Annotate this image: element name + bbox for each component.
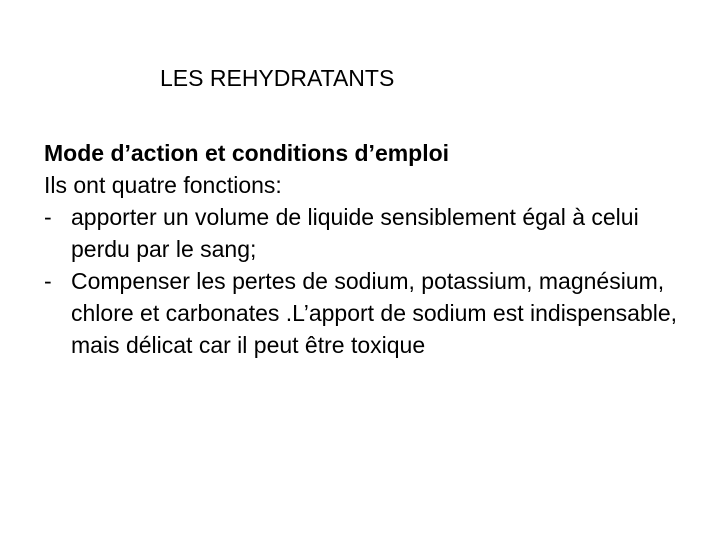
bullet-dash: - xyxy=(44,204,52,230)
intro-text: Ils ont quatre fonctions: xyxy=(44,172,282,198)
bullet-text: Compenser les pertes de sodium, potassium, magnésium, chlore et carbonates .L’apport de sodium est indispensable, mais délicat car il peut être toxique xyxy=(71,268,678,358)
section-heading: Mode d’action et conditions d’emploi xyxy=(44,140,450,166)
bullet-item xyxy=(44,201,684,265)
bullet-dash: - xyxy=(44,268,52,294)
bullet-list xyxy=(44,201,684,361)
bullet-item xyxy=(44,265,684,361)
slide-body xyxy=(44,137,684,361)
slide-title: LES REHYDRATANTS xyxy=(160,65,395,91)
bullet-text: apporter un volume de liquide sensiblement égal à celui perdu par le sang; xyxy=(71,204,639,262)
